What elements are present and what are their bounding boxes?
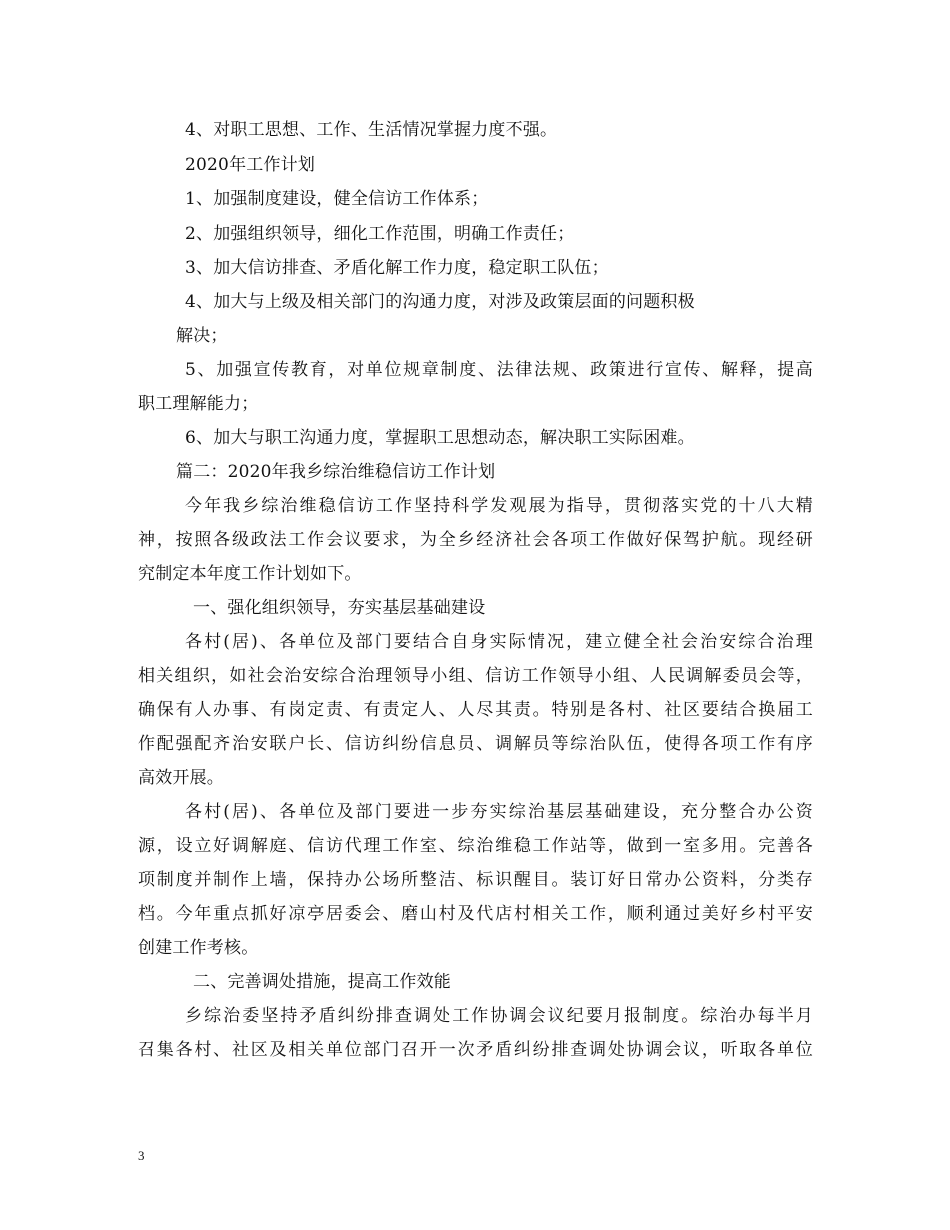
- text-line: 6、加大与职工沟通力度，掌握职工思想动态，解决职工实际困难。: [185, 428, 695, 448]
- text-line: 职工理解能力；: [138, 394, 259, 414]
- text-line: 5、加强宣传教育，对单位规章制度、法律法规、政策进行宣传、解释，提高: [185, 360, 813, 380]
- section-heading: 一、强化组织领导，夯实基层基础建设: [193, 598, 486, 618]
- text-line: 4、对职工思想、工作、生活情况掌握力度不强。: [185, 120, 558, 140]
- text-line: 召集各村、社区及相关单位部门召开一次矛盾纠纷排查调处协调会议，听取各单位: [138, 1040, 813, 1060]
- text-line: 乡综治委坚持矛盾纠纷排查调处工作协调会议纪要月报制度。综治办每半月: [185, 1006, 813, 1026]
- text-line: 源，设立好调解庭、信访代理工作室、综治维稳工作站等，做到一室多用。完善各: [138, 836, 813, 856]
- section-heading: 2020年工作计划: [185, 155, 316, 175]
- text-line: 档。今年重点抓好凉亭居委会、磨山村及代店村相关工作，顺利通过美好乡村平安: [138, 904, 813, 924]
- text-line: 创建工作考核。: [138, 938, 259, 958]
- text-line: 神，按照各级政法工作会议要求，为全乡经济社会各项工作做好保驾护航。现经研: [138, 530, 813, 550]
- text-line: 解决；: [176, 326, 228, 346]
- text-line: 1、加强制度建设，健全信访工作体系；: [185, 189, 489, 209]
- text-line: 4、加大与上级及相关部门的沟通力度，对涉及政策层面的问题积极: [185, 292, 695, 312]
- text-line: 相关组织，如社会治安综合治理领导小组、信访工作领导小组、人民调解委员会等，: [138, 666, 813, 686]
- text-line: 各村(居)、各单位及部门要进一步夯实综治基层基础建设，充分整合办公资: [185, 802, 813, 822]
- text-line: 项制度并制作上墙，保持办公场所整洁、标识醒目。装订好日常办公资料，分类存: [138, 870, 813, 890]
- section-heading: 篇二：2020年我乡综治维稳信访工作计划: [176, 462, 496, 482]
- text-line: 各村(居)、各单位及部门要结合自身实际情况，建立健全社会治安综合治理: [185, 632, 813, 652]
- text-line: 2、加强组织领导，细化工作范围，明确工作责任；: [185, 224, 575, 244]
- text-line: 确保有人办事、有岗定责、有责定人、人尽其责。特别是各村、社区要结合换届工: [138, 700, 813, 720]
- section-heading: 二、完善调处措施，提高工作效能: [193, 972, 451, 992]
- text-line: 今年我乡综治维稳信访工作坚持科学发观展为指导，贯彻落实党的十八大精: [185, 496, 813, 516]
- text-line: 3、加大信访排查、矛盾化解工作力度，稳定职工队伍；: [185, 258, 609, 278]
- text-line: 作配强配齐治安联户长、信访纠纷信息员、调解员等综治队伍，使得各项工作有序: [138, 734, 813, 754]
- text-line: 究制定本年度工作计划如下。: [138, 564, 362, 584]
- text-line: 高效开展。: [138, 768, 224, 788]
- page-number: 3: [138, 1148, 145, 1163]
